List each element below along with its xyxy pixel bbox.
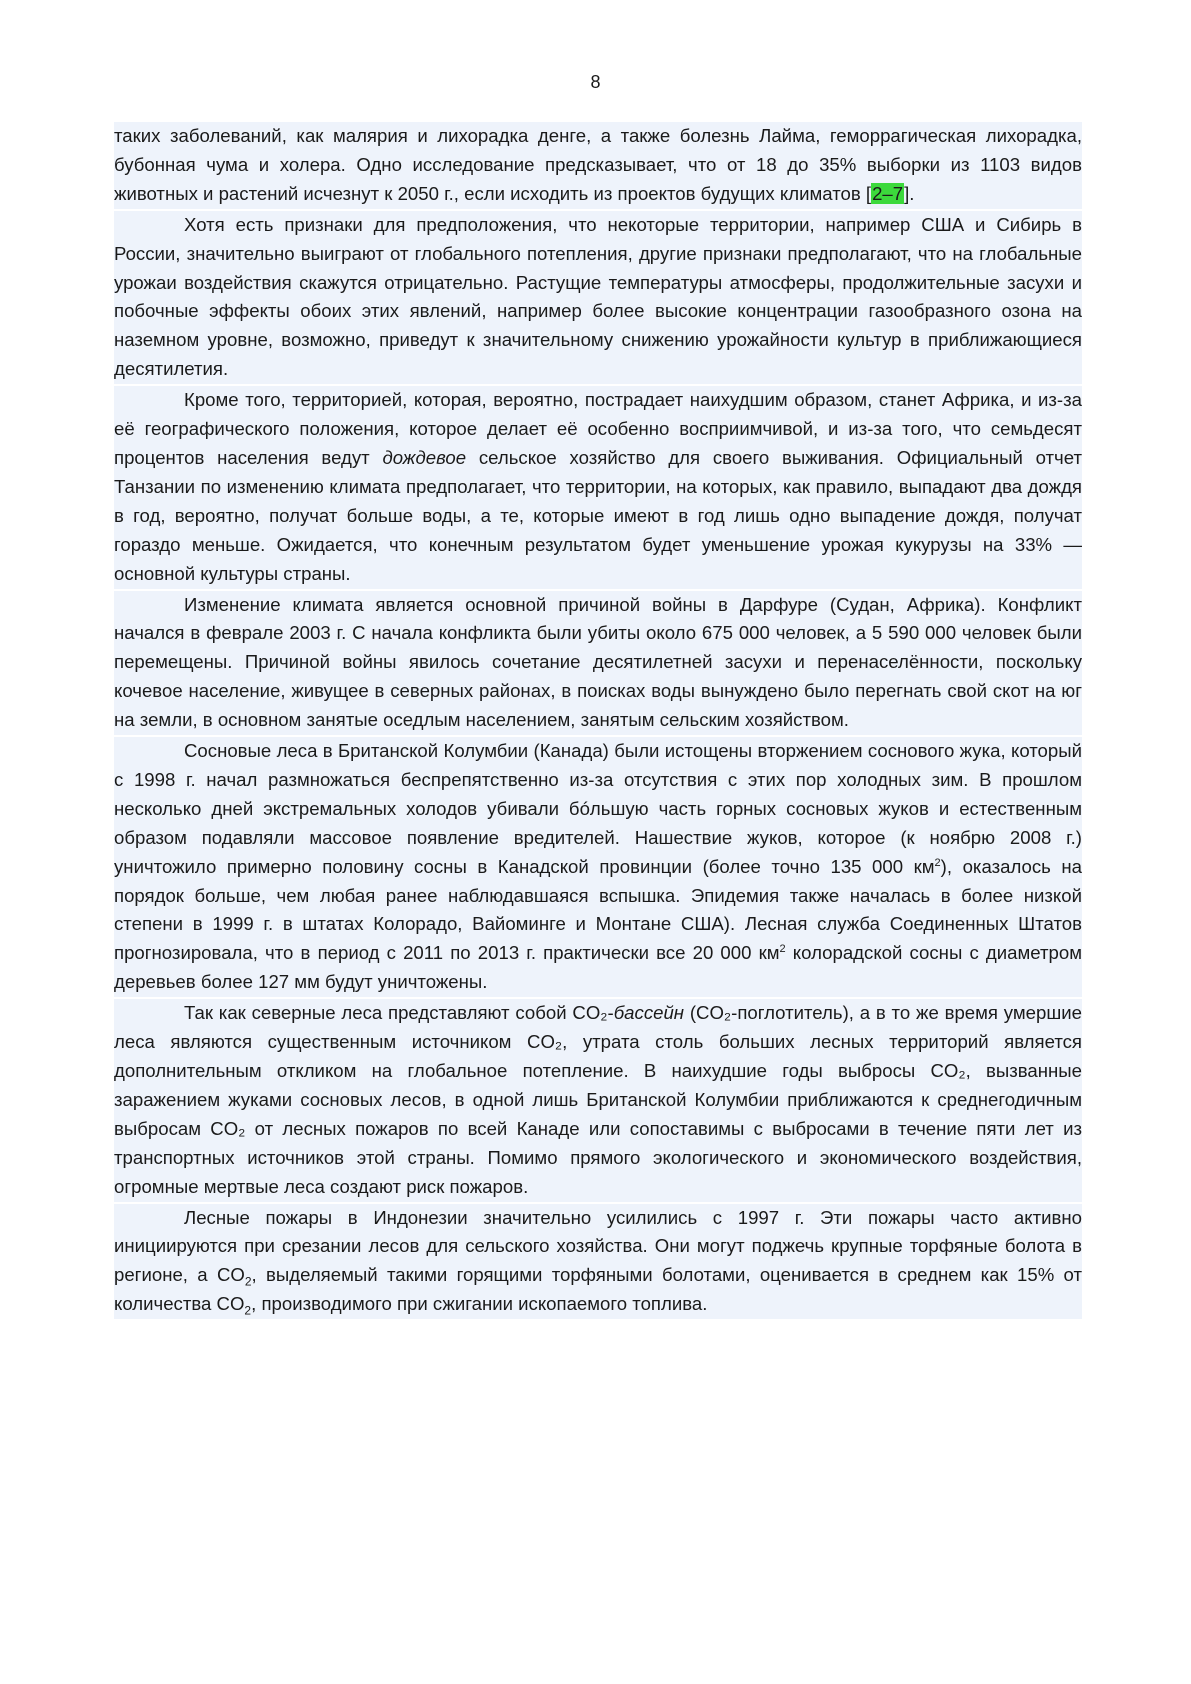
citation-link[interactable]: 2–7 — [872, 182, 904, 204]
paragraph-6 — [114, 999, 1082, 1201]
paragraph-2 — [114, 211, 1082, 384]
paragraph-7 — [114, 1204, 1082, 1320]
document-body — [114, 122, 1082, 1321]
superscript: 2 — [779, 943, 786, 956]
subscript: 2 — [244, 1275, 252, 1290]
paragraph-text: Лесные пожары в Индонезии значительно усилились с 1997 г. Эти пожары часто активно инициируются при срезании лесов для сельского хозяйства. Они могут поджечь крупные торфяные болота в регионе, а CO — [114, 1206, 1082, 1286]
superscript: 2 — [934, 856, 941, 869]
subscript: 2 — [244, 1303, 252, 1318]
paragraph-text: ]. — [904, 182, 915, 204]
italic-term: бассейн — [613, 1002, 685, 1024]
paragraph-text: сельское хозяйство для своего выживания. Официальный отчет Танзании по изменению климата предполагает, что территории, на которых, как правило, выпадают два дождя в год, вероятно, получат больше воды, а те, которые имеют в год лишь одно выпадение дождя, получат гораздо меньше. Ожидается, что конечным результатом будет уменьшение урожая кукурузы на 33% — основной культуры страны. — [114, 446, 1082, 584]
page-number: 8 — [590, 72, 601, 92]
paragraph-text: Изменение климата является основной причиной войны в Дарфуре (Судан, Африка). Конфликт начался в феврале 2003 г. С начала конфликта были убиты около 675 000 человек, а 5 590 000 человек были перемещены. Причиной войны явилось сочетание десятилетней засухи и перенаселённости, поскольку кочевое население, живущее в северных районах, в поисках воды вынуждено было перегнать свой скот на юг на земли, в основном занятые оседлым населением, занятым сельским хозяйством. — [114, 593, 1082, 731]
paragraph-text: , производимого при сжигании ископаемого топлива. — [251, 1293, 708, 1315]
italic-term: дождевое — [382, 446, 467, 468]
paragraph-text: Так как северные леса представляют собой CO₂- — [184, 1002, 614, 1024]
paragraph-text: Сосновые леса в Британской Колумбии (Канада) были истощены вторжением соснового жука, который с 1998 г. начал размножаться беспрепятственно из-за отсутствия с этих пор холодных зим. В прошлом несколько дней экстремальных холодов убивали бóльшую часть горных сосновых жуков и естественным образом подавляли массовое появление вредителей. Нашествие жуков, которое (к ноябрю 2008 г.) уничтожило примерно половину сосны в Канадской провинции (более точно 135 000 км — [114, 740, 1082, 877]
paragraph-text: Кроме того, территорией, которая, вероятно, пострадает наихудшим образом, станет Африка, и из-за её географического положения, которое делает её особенно восприимчивой, и из-за того, что семьдесят процентов населения ведут — [114, 389, 1082, 468]
paragraph-text: ), оказалось на порядок больше, чем любая ранее наблюдавшаяся вспышка. Эпидемия также началась в более низкой степени в 1999 г. в штатах Колорадо, Вайоминге и Монтане США). Лесная служба Соединенных Штатов прогнозировала, что в период с 2011 по 2013 г. практически все 20 000 км — [114, 855, 1082, 964]
paragraph-text: колорадской сосны с диаметром деревьев более 127 мм будут уничтожены. — [114, 942, 1082, 993]
paragraph-4 — [114, 591, 1082, 736]
paragraph-text: (CO₂-поглотитель), а в то же время умершие леса являются существенным источником CO₂, утрата столь больших лесных территорий является дополнительным откликом на глобальное потепление. В наихудшие годы выбросы CO₂, вызванные заражением жуками сосновых лесов, в одной лишь Британской Колумбии приближаются к среднегодичным выбросам CO₂ от лесных пожаров по всей Канаде или сопоставимы с выбросами в течение пяти лет из транспортных источников этой страны. Помимо прямого экологического и экономического воздействия, огромные мертвые леса создают риск пожаров. — [114, 1002, 1082, 1197]
paragraph-text: , выделяемый такими горящими торфяными болотами, оценивается в среднем как 15% от количества CO — [114, 1264, 1082, 1315]
paragraph-3 — [114, 386, 1082, 588]
paragraph-5 — [114, 737, 1082, 997]
paragraph-text: таких заболеваний, как малярия и лихорадка денге, а также болезнь Лайма, геморрагическая лихорадка, бубонная чума и холера. Одно исследование предсказывает, что от 18 до 35% выборки из 1103 видов животных и растений исчезнут к 2050 г., если исходить из проектов будущих климатов [ — [114, 125, 1082, 204]
paragraph-text: Хотя есть признаки для предположения, что некоторые территории, например США и Сибирь в России, значительно выиграют от глобального потепления, другие признаки предполагают, что на глобальные урожаи воздействия скажутся отрицательно. Растущие температуры атмосферы, продолжительные засухи и побочные эффекты обоих этих явлений, например более высокие концентрации газообразного озона на наземном уровне, возможно, приведут к значительному снижению урожайности культур в приближающиеся десятилетия. — [114, 213, 1082, 380]
paragraph-1 — [114, 122, 1082, 209]
